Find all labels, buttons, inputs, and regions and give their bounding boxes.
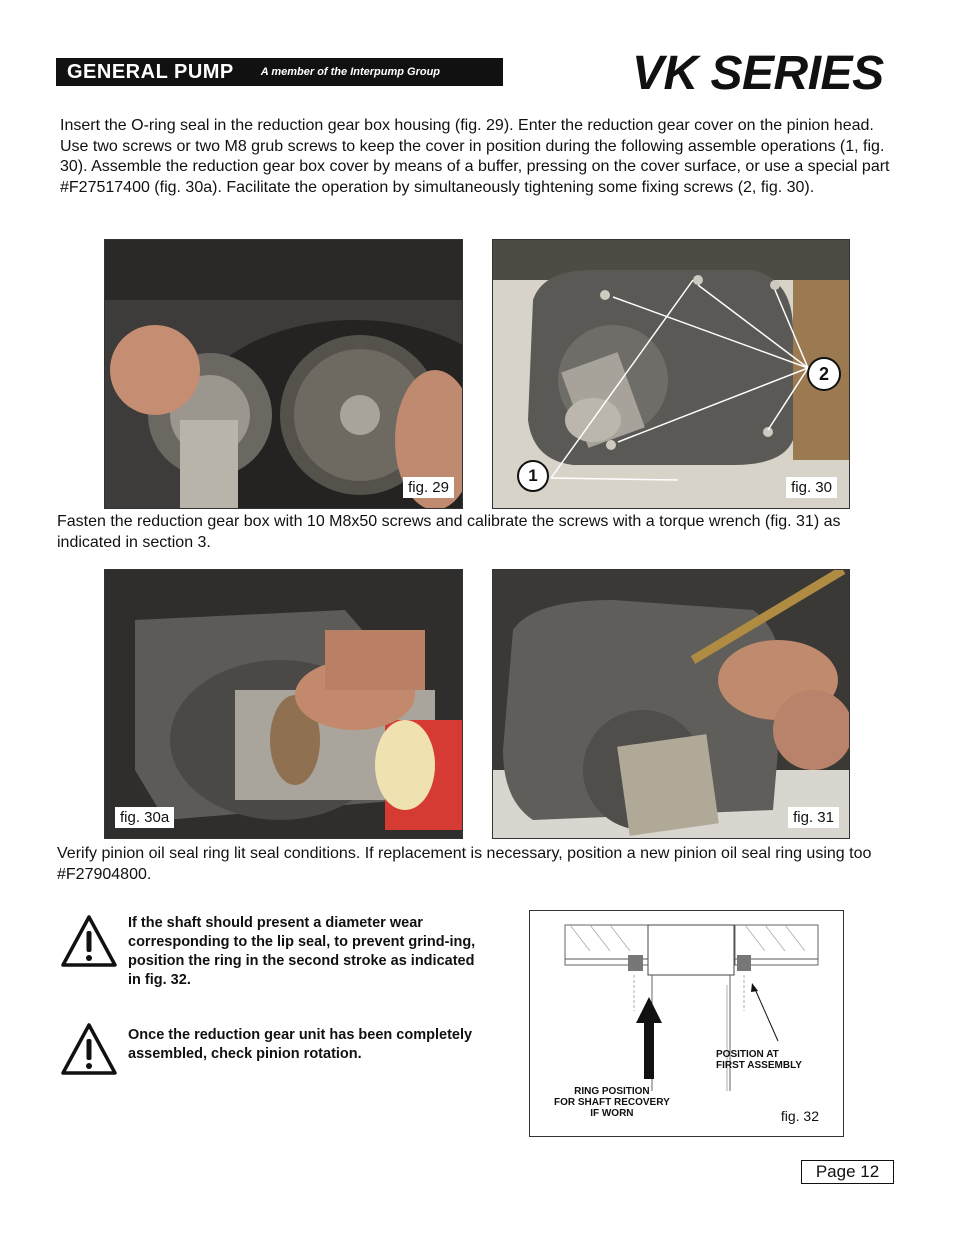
instruction-paragraph-3: Verify pinion oil seal ring lit seal conditions. If replacement is necessary, position a new pinion oil seal ring using too #F27904800.: [57, 845, 872, 883]
fig-32-label: fig. 32: [780, 1108, 819, 1124]
fig-30a-label: fig. 30a: [115, 807, 174, 828]
label-ring-position-recovery: RING POSITION FOR SHAFT RECOVERY IF WORN: [554, 1086, 670, 1119]
instruction-paragraph-2: Fasten the reduction gear box with 10 M8x50 screws and calibrate the screws with a torque wrench (fig. 31) as indicated in section 3.: [57, 513, 841, 551]
page-number: Page 12: [801, 1160, 894, 1184]
callout-1-badge: [517, 460, 549, 492]
fig-29-label: fig. 29: [403, 477, 454, 498]
callout-1-text: 1: [528, 466, 538, 485]
warning-triangle-icon: [60, 914, 118, 968]
diagram-fig-32: [529, 910, 844, 1137]
photo-fig-30: [492, 239, 850, 509]
warning-note-2: [60, 1022, 485, 1076]
series-title: VK SERIES: [632, 47, 884, 100]
warning-text-1: If the shaft should present a diameter wear corresponding to the lip seal, to prevent grind-ing, position the ring in the second stroke as indicated in fig. 32.: [128, 915, 476, 988]
brand-name: GENERAL PUMP: [67, 60, 234, 83]
photo-fig-29: [104, 239, 463, 509]
warning-note-1: [60, 914, 485, 990]
label-position-first-assembly: POSITION AT FIRST ASSEMBLY: [716, 1049, 802, 1071]
up-arrow-icon: [644, 1019, 654, 1079]
warning-text-2: Once the reduction gear unit has been completely assembled, check pinion rotation.: [128, 1027, 473, 1062]
warning-triangle-icon: [60, 1022, 118, 1076]
brand-tagline: A member of the Interpump Group: [260, 66, 441, 78]
callout-2-badge: [807, 357, 841, 391]
instruction-paragraph-1: Insert the O-ring seal in the reduction gear box housing (fig. 29). Enter the reduction gear cover on the pinion head. Use two screws or two M8 grub screws to keep the cover in position during the following assemble operations (1, fig. 30). Assemble the reduction gear box cover by means of a buffer, pressing on the cover surface, or use a special part #F27517400 (fig. 30a). Facilitate the operation by simultaneously tightening some fixing screws (2, fig. 30).: [60, 117, 890, 196]
fig-30-label: fig. 30: [786, 477, 837, 498]
fig-31-label: fig. 31: [788, 807, 839, 828]
brand-bar: [56, 58, 503, 86]
photo-fig-31: [492, 569, 850, 839]
callout-2-text: 2: [818, 363, 829, 384]
photo-fig-30a: [104, 569, 463, 839]
